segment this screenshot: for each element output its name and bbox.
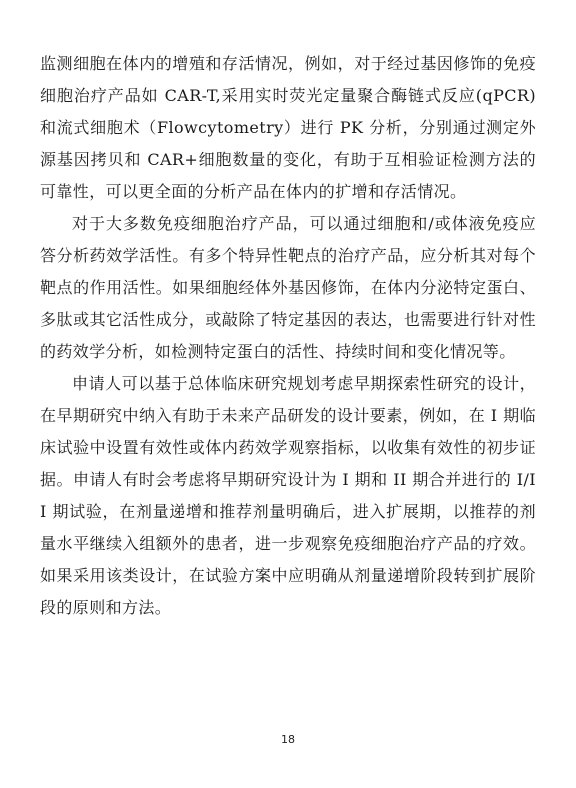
page-number: 18 — [281, 733, 295, 746]
paragraph-1: 监测细胞在体内的增殖和存活情况，例如，对于经过基因修饰的免疫细胞治疗产品如 CAR-T,采用实时荧光定量聚合酶链式反应(qPCR)和流式细胞术（Flowcytometry）进行 PK 分析，分别通过测定外源基因拷贝和 CAR+细胞数量的变化，有助于互相验证检测方法的可靠性，可以更全面的分析产品在体内的扩增和存活情况。 — [40, 54, 536, 201]
paragraph-2: 对于大多数免疫细胞治疗产品，可以通过细胞和/或体液免疫应答分析药效学活性。有多个特异性靶点的治疗产品，应分析其对每个靶点的作用活性。如果细胞经体外基因修饰，在体内分泌特定蛋白、多肽或其它活性成分，或敲除了特定基因的表达，也需要进行针对性的药效学分析，如检测特定蛋白的活性、持续时间和变化情况等。 — [40, 214, 536, 361]
body-text — [40, 48, 536, 624]
paragraph-3: 申请人可以基于总体临床研究规划考虑早期探索性研究的设计，在早期研究中纳入有助于未来产品研发的设计要素，例如，在 I 期临床试验中设置有效性或体内药效学观察指标，以收集有效性的初步证据。申请人有时会考虑将早期研究设计为 I 期和 II 期合并进行的 I/II 期试验，在剂量递增和推荐剂量明确后，进入扩展期，以推荐的剂量水平继续入组额外的患者，进一步观察免疫细胞治疗产品的疗效。如果采用该类设计，在试验方案中应明确从剂量递增阶段转到扩展阶段的原则和方法。 — [40, 374, 536, 617]
